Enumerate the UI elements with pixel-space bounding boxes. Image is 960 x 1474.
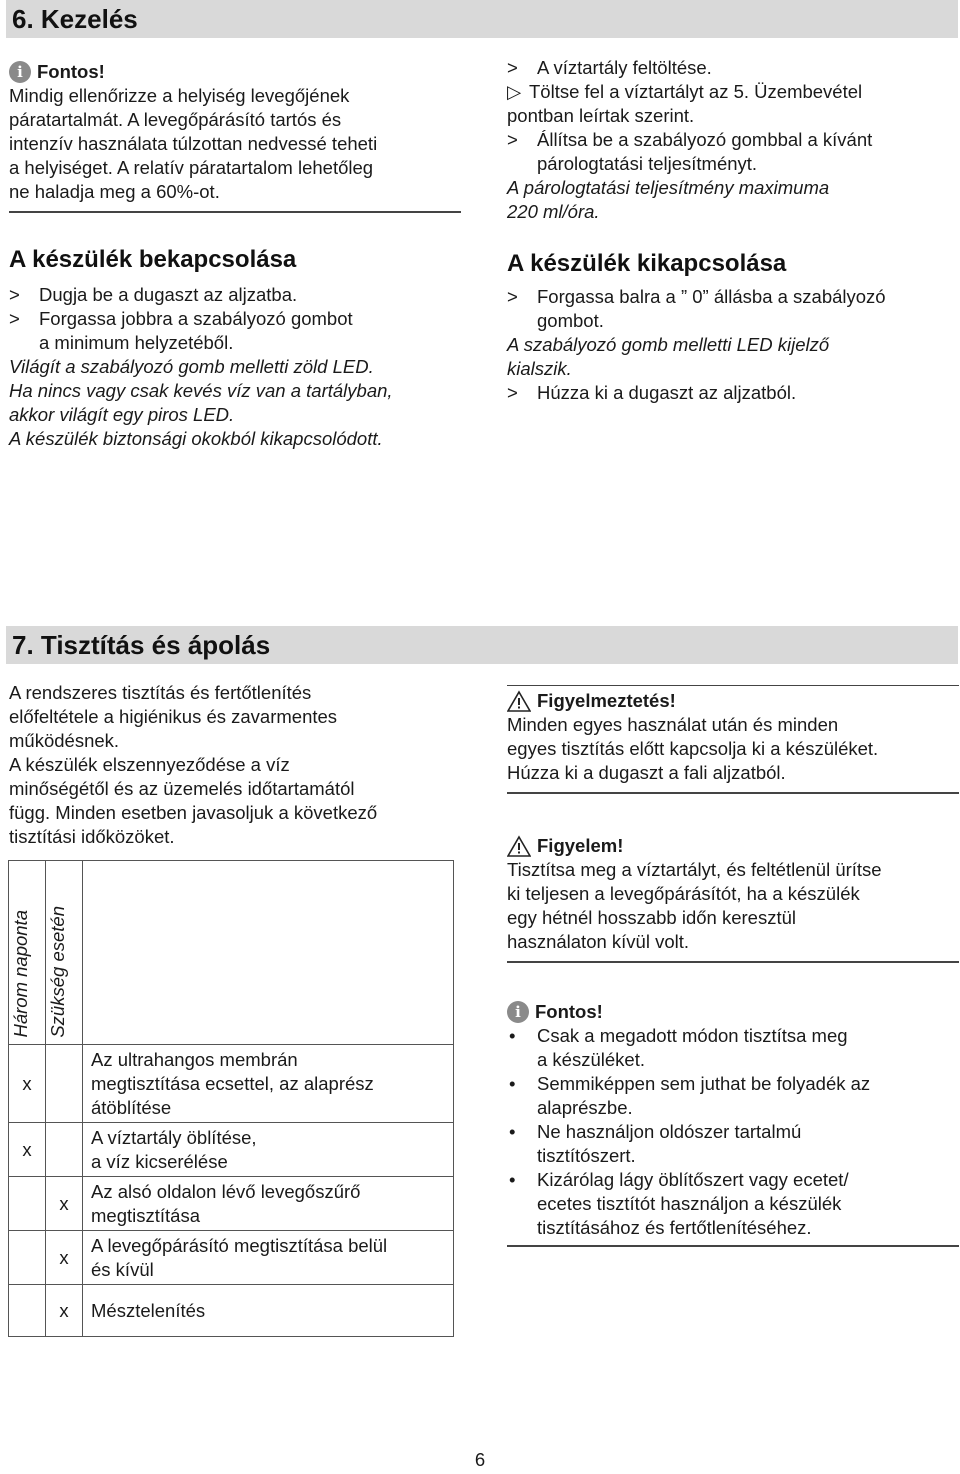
switch-off-section [507, 249, 957, 405]
desc-line: a víz kicserélése [91, 1150, 228, 1172]
table-header-row [9, 861, 454, 1045]
table-cell: x [46, 1177, 83, 1231]
table-cell [46, 1123, 83, 1177]
desc-line: megtisztítása ecsettel, az alaprész [91, 1072, 374, 1094]
step-marker: > [507, 382, 518, 403]
intro-line: minőségétől és az üzemelés időtartamától [9, 778, 355, 799]
step-item [9, 307, 469, 331]
bullet-icon: • [509, 1073, 516, 1094]
table-cell [46, 1045, 83, 1123]
bullet-line: tisztítószert. [537, 1145, 636, 1166]
warning-top-divider [507, 685, 959, 686]
caution-bottom-divider [507, 961, 959, 963]
step-item [507, 128, 957, 152]
reference-marker: ▷ [507, 81, 522, 102]
intro-line: A készülék elszennyeződése a víz [9, 754, 290, 775]
switch-off-heading: A készülék kikapcsolása [507, 250, 787, 277]
result-line: Világít a szabályozó gomb melletti zöld LED. [9, 356, 374, 377]
step-text: a minimum helyzetéből. [39, 332, 234, 353]
step-marker: > [507, 286, 518, 307]
list-item [507, 1168, 959, 1240]
table-cell: x [9, 1045, 46, 1123]
switch-on-heading: A készülék bekapcsolása [9, 246, 297, 273]
bullet-icon: • [509, 1169, 516, 1190]
bullet-line: Kizárólag lágy öblítőszert vagy ecetet/ [537, 1169, 849, 1190]
desc-line: Mésztelenítés [91, 1299, 206, 1321]
list-item [507, 1072, 959, 1120]
section-6-title: 6. Kezelés [6, 0, 958, 38]
table-cell: x [46, 1285, 83, 1337]
step-text: gombot. [537, 310, 604, 331]
table-row [9, 1045, 454, 1123]
warning-box [507, 689, 959, 785]
info-icon: i [507, 1001, 529, 1023]
reference-item [507, 80, 957, 104]
step-item-cont [507, 152, 957, 176]
notice-box [9, 60, 461, 204]
bullet-line: Ne használjon oldószer tartalmú [537, 1121, 802, 1142]
caution-line: egy hétnél hosszabb időn keresztül [507, 907, 796, 928]
bullet-line: alaprészbe. [537, 1097, 633, 1118]
step-item [507, 381, 957, 405]
notice-line: Mindig ellenőrizze a helyiség levegőjének [9, 85, 350, 106]
intro-line: függ. Minden esetben javasoljuk a következő [9, 802, 378, 823]
table-cell-desc [83, 1231, 454, 1285]
warning-heading [507, 689, 959, 713]
table-row [9, 1285, 454, 1337]
warning-line: Húzza ki a dugaszt a fali aljzatból. [507, 762, 786, 783]
col-header-every-three-days: Három naponta [10, 910, 31, 1038]
desc-line: A víztartály öblítése, [91, 1126, 257, 1148]
step-marker: > [507, 129, 518, 150]
notice-divider [9, 211, 461, 213]
warning-line: egyes tisztítás előtt kapcsolja ki a készüléket. [507, 738, 879, 759]
caution-line: Tisztítsa meg a víztartályt, és feltétlenül ürítse [507, 859, 882, 880]
table-cell-desc [83, 1285, 454, 1337]
step-text: Forgassa jobbra a szabályozó gombot [39, 308, 353, 329]
table-row [9, 1177, 454, 1231]
intro-line: tisztítási időközöket. [9, 826, 175, 847]
step-item [507, 56, 957, 80]
caution-box [507, 834, 959, 954]
warning-triangle-icon [507, 690, 531, 712]
step-text: párologtatási teljesítményt. [537, 153, 758, 174]
result-line: kialszik. [507, 358, 572, 379]
result-line: A szabályozó gomb melletti LED kijelző [507, 334, 830, 355]
bullet-icon: • [509, 1025, 516, 1046]
bullet-line: a készüléket. [537, 1049, 645, 1070]
step-text: Húzza ki a dugaszt az aljzatból. [537, 382, 797, 403]
table-header-cell [9, 861, 46, 1045]
step-text: Forgassa balra a ” 0” állásba a szabályozó [537, 286, 886, 307]
desc-line: A levegőpárásító megtisztítása belül [91, 1234, 388, 1256]
result-line: 220 ml/óra. [507, 201, 600, 222]
step-marker: > [507, 57, 518, 78]
table-header-cell [46, 861, 83, 1045]
table-cell [9, 1177, 46, 1231]
cleaning-intro [9, 681, 469, 849]
step-text: Állítsa be a szabályozó gombbal a kívánt [537, 129, 873, 150]
desc-line: Az alsó oldalon lévő levegőszűrő [91, 1180, 361, 1202]
notice-line: a helyiséget. A relatív páratartalom lehetőleg [9, 157, 374, 178]
col-header-as-needed: Szükség esetén [47, 906, 68, 1038]
step-item [507, 285, 957, 309]
result-line: A párologtatási teljesítmény maximuma [507, 177, 830, 198]
intro-line: A rendszeres tisztítás és fertőtlenítés [9, 682, 312, 703]
table-cell: x [46, 1231, 83, 1285]
table-cell-desc [83, 1177, 454, 1231]
intro-line: előfeltétele a higiénikus és zavarmentes [9, 706, 338, 727]
bullet-line: tisztításához és fertőtlenítéséhez. [537, 1217, 812, 1238]
table-cell [9, 1231, 46, 1285]
list-item [507, 1024, 959, 1072]
bullet-line: ecetes tisztítót használjon a készülék [537, 1193, 842, 1214]
reference-text-cont: pontban leírtak szerint. [507, 105, 695, 126]
warning-heading-text: Figyelmeztetés! [537, 690, 676, 711]
section-7-title: 7. Tisztítás és ápolás [6, 626, 958, 664]
warning-line: Minden egyes használat után és minden [507, 714, 839, 735]
desc-line: átöblítése [91, 1096, 172, 1118]
intro-line: működésnek. [9, 730, 120, 751]
result-line: Ha nincs vagy csak kevés víz van a tartályban, [9, 380, 393, 401]
page-number: 6 [474, 1449, 486, 1470]
fill-tank-section [507, 56, 957, 224]
result-line: A készülék biztonsági okokból kikapcsolódott. [9, 428, 383, 449]
switch-on-section [9, 245, 469, 451]
step-text: A víztartály feltöltése. [537, 57, 712, 78]
bullet-line: Semmiképpen sem juthat be folyadék az [537, 1073, 871, 1094]
step-item-cont [9, 331, 469, 355]
result-line: akkor világít egy piros LED. [9, 404, 235, 425]
cleaning-notice-bottom-divider [507, 1245, 959, 1247]
bullet-line: Csak a megadott módon tisztítsa meg [537, 1025, 848, 1046]
caution-heading-text: Figyelem! [537, 835, 624, 856]
table-row [9, 1231, 454, 1285]
cleaning-notice-box [507, 1000, 959, 1240]
list-item [507, 1120, 959, 1168]
table-cell [9, 1285, 46, 1337]
step-text: Dugja be a dugaszt az aljzatba. [39, 284, 298, 305]
table-row [9, 1123, 454, 1177]
desc-line: megtisztítása [91, 1204, 200, 1226]
desc-line: Az ultrahangos membrán [91, 1048, 298, 1070]
table-cell-desc [83, 1045, 454, 1123]
reference-text: Töltse fel a víztartályt az 5. Üzembevétel [529, 81, 863, 102]
desc-line: és kívül [91, 1258, 154, 1280]
cleaning-schedule-table [8, 860, 454, 1337]
table-cell-desc [83, 1123, 454, 1177]
table-cell: x [9, 1123, 46, 1177]
bullet-icon: • [509, 1121, 516, 1142]
info-icon: i [9, 61, 31, 83]
caution-triangle-icon [507, 835, 531, 857]
cleaning-notice-heading [507, 1000, 959, 1024]
notice-line: ne haladja meg a 60%-ot. [9, 181, 220, 202]
table-header-cell [83, 861, 454, 1045]
notice-heading-text: Fontos! [37, 61, 105, 82]
notice-heading [9, 60, 461, 84]
step-item [9, 283, 469, 307]
step-marker: > [9, 308, 20, 329]
step-item-cont [507, 309, 957, 333]
cleaning-notice-heading-text: Fontos! [535, 1001, 603, 1022]
warning-bottom-divider [507, 792, 959, 794]
notice-line: intenzív használata túlzottan nedvessé teheti [9, 133, 378, 154]
notice-line: páratartalmát. A levegőpárásító tartós és [9, 109, 342, 130]
caution-line: használaton kívül volt. [507, 931, 690, 952]
caution-line: ki teljesen a levegőpárásítót, ha a készülék [507, 883, 860, 904]
step-marker: > [9, 284, 20, 305]
caution-heading [507, 834, 959, 858]
